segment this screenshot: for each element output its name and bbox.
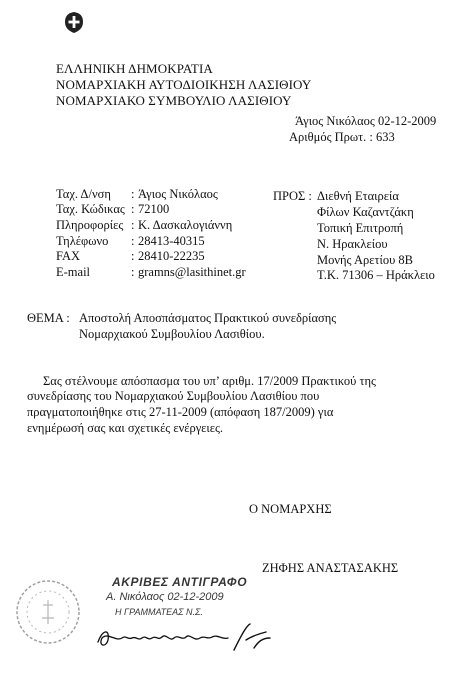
- header-line-1: ΕΛΛΗΝΙΚΗ ΔΗΜΟΚΡΑΤΙΑ: [56, 61, 213, 76]
- sender-value: 28413-40315: [138, 234, 205, 248]
- recipient-line: Διεθνή Εταιρεία: [317, 189, 399, 203]
- subject-label: ΘΕΜΑ :: [27, 311, 70, 325]
- protocol-number: Αριθμός Πρωτ. : 633: [289, 130, 395, 144]
- stamp-secretary: Η ΓΡΑΜΜΑΤΕΑΣ Ν.Σ.: [115, 607, 203, 617]
- sender-value: Άγιος Νικόλαος: [138, 187, 218, 201]
- recipient-line: Τ.Κ. 71306 – Ηράκλειο: [317, 268, 435, 282]
- header-line-2: ΝΟΜΑΡΧΙΑΚΗ ΑΥΤΟΔΙΟΙΚΗΣΗ ΛΑΣΙΘΙΟΥ: [56, 77, 312, 92]
- stamp-date: Α. Νικόλαος 02-12-2009: [106, 591, 224, 603]
- sender-label: Ταχ. Δ/νση: [56, 187, 111, 201]
- body-line: πραγματοποιήθηκε στις 27-11-2009 (απόφαση 187/2009) για: [27, 405, 334, 419]
- subject-line-2: Νομαρχιακού Συμβουλίου Λασιθίου.: [79, 327, 265, 341]
- date-line: Άγιος Νικόλαος 02-12-2009: [295, 114, 437, 128]
- sender-label: Τηλέφωνο: [56, 234, 109, 248]
- colon: :: [131, 265, 135, 279]
- recipient-label: ΠΡΟΣ :: [273, 189, 312, 203]
- sender-label: Ταχ. Κώδικας: [56, 202, 125, 216]
- colon: :: [131, 249, 135, 263]
- recipient-line: Ν. Ηρακλείου: [317, 237, 388, 251]
- sender-email: gramns@lasithinet.gr: [138, 265, 246, 279]
- round-seal: [14, 578, 82, 646]
- sender-value: 28410-22235: [138, 249, 205, 263]
- body-line: ενημέρωσή σας και σχετικές ενέργειες.: [27, 421, 224, 435]
- sender-value: Κ. Δασκαλογιάννη: [138, 218, 233, 232]
- closing-title: Ο ΝΟΜΑΡΧΗΣ: [249, 502, 332, 516]
- handwritten-signature: [94, 620, 276, 654]
- sender-label: Πληροφορίες: [56, 218, 124, 232]
- colon: :: [131, 218, 135, 232]
- sender-label: FAX: [56, 249, 81, 263]
- signatory-name: ΖΗΦΗΣ ΑΝΑΣΤΑΣΑΚΗΣ: [262, 561, 399, 575]
- recipient-line: Τοπική Επιτροπή: [317, 221, 404, 235]
- recipient-line: Φίλων Καζαντζάκη: [317, 205, 414, 219]
- stamp-certified-copy: ΑΚΡΙΒΕΣ ΑΝΤΙΓΡΑΦΟ: [112, 575, 248, 589]
- recipient-line: Μονής Αρετίου 8Β: [317, 253, 413, 267]
- greek-emblem-icon: [62, 10, 86, 34]
- colon: :: [131, 187, 135, 201]
- colon: :: [131, 234, 135, 248]
- subject-line-1: Αποστολή Αποσπάσματος Πρακτικού συνεδρίασης: [79, 311, 337, 325]
- sender-value: 72100: [138, 202, 170, 216]
- sender-block: [56, 187, 276, 287]
- sender-label: E-mail: [56, 265, 91, 279]
- body-line: Σας στέλνουμε απόσπασμα του υπ’ αριθμ. 17/2009 Πρακτικού της: [43, 374, 376, 388]
- header-line-3: ΝΟΜΑΡΧΙΑΚΟ ΣΥΜΒΟΥΛΙΟ ΛΑΣΙΘΙΟΥ: [56, 93, 292, 108]
- colon: :: [131, 202, 135, 216]
- body-line: συνεδρίασης του Νομαρχιακού Συμβουλίου Λασιθίου που: [27, 389, 320, 403]
